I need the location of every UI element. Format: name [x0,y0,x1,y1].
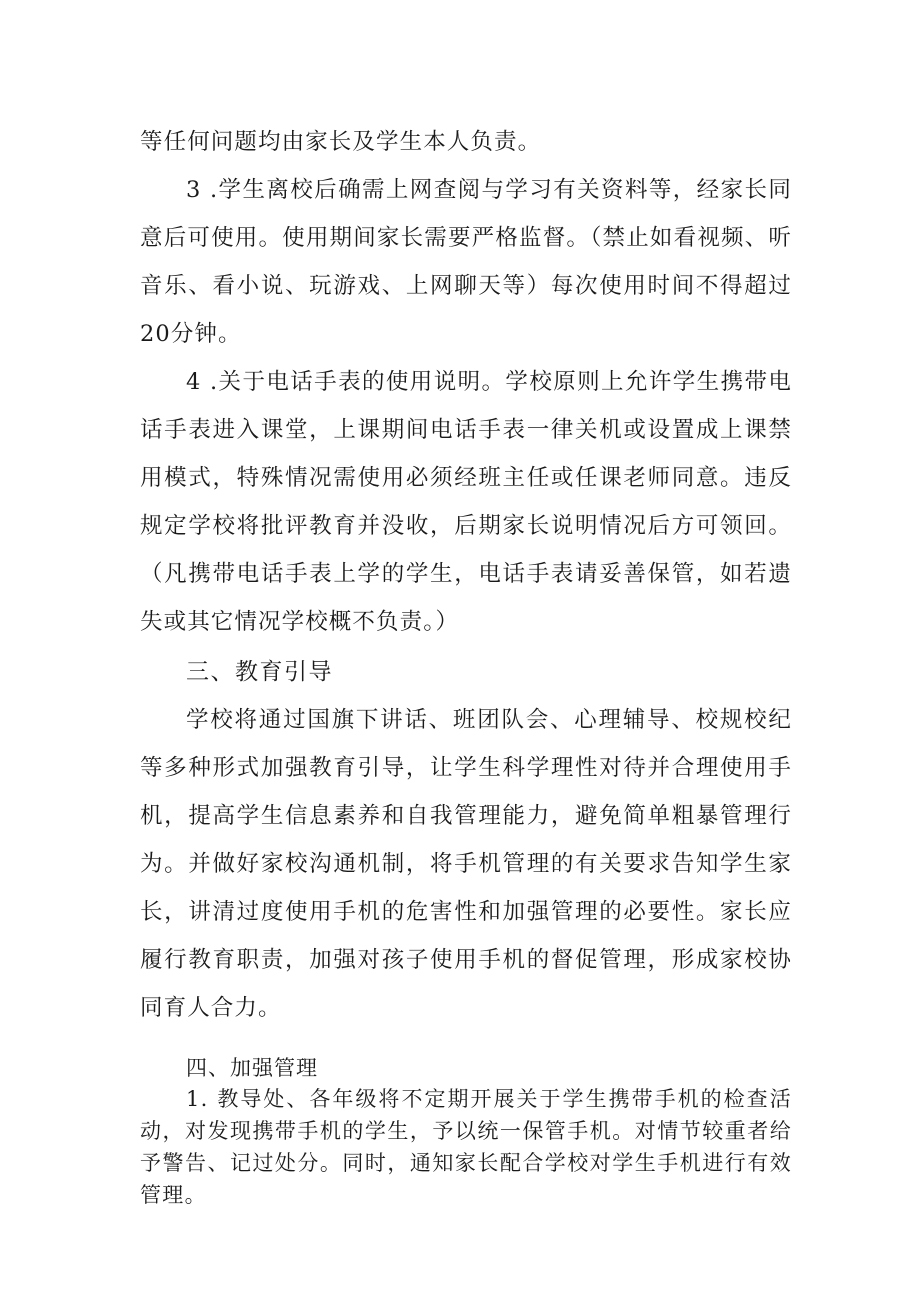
paragraph-item-4: 4 .关于电话手表的使用说明。学校原则上允许学生携带电话手表进入课堂，上课期间电话手表一律关机或设置成上课禁用模式，特殊情况需使用必须经班主任或任课老师同意。违反规定学校将批评教育并没收，后期家长说明情况后方可领回。（凡携带电话手表上学的学生，电话手表请妥善保管，如若遗失或其它情况学校概不负责。） [140,369,792,635]
section-heading-education: 三、教育引导 [186,659,333,685]
section-management [140,1053,792,1211]
paragraph-management-item-1: 1. 教导处、各年级将不定期开展关于学生携带手机的检查活动，对发现携带手机的学生，予以统一保管手机。对情节较重者给予警告、记过处分。同时，通知家长配合学校对学生手机进行有效管理。 [140,1087,792,1207]
paragraph-education-body: 学校将通过国旗下讲话、班团队会、心理辅导、校规校纪等多种形式加强教育引导，让学生科学理性对待并合理使用手机，提高学生信息素养和自我管理能力，避免简单粗暴管理行为。并做好家校沟通机制，将手机管理的有关要求告知学生家长，讲清过度使用手机的危害性和加强管理的必要性。家长应履行教育职责，加强对孩子使用手机的督促管理，形成家校协同育人合力。 [140,707,792,1021]
paragraph-continuation: 等任何问题均由家长及学生本人负责。 [140,129,542,155]
section-heading-management: 四、加强管理 [186,1056,318,1080]
document-page [140,118,792,1211]
paragraph-item-3: 3 .学生离校后确需上网查阅与学习有关资料等，经家长同意后可使用。使用期间家长需要严格监督。（禁止如看视频、听音乐、看小说、玩游戏、上网聊天等）每次使用时间不得超过20分钟。 [140,177,792,347]
